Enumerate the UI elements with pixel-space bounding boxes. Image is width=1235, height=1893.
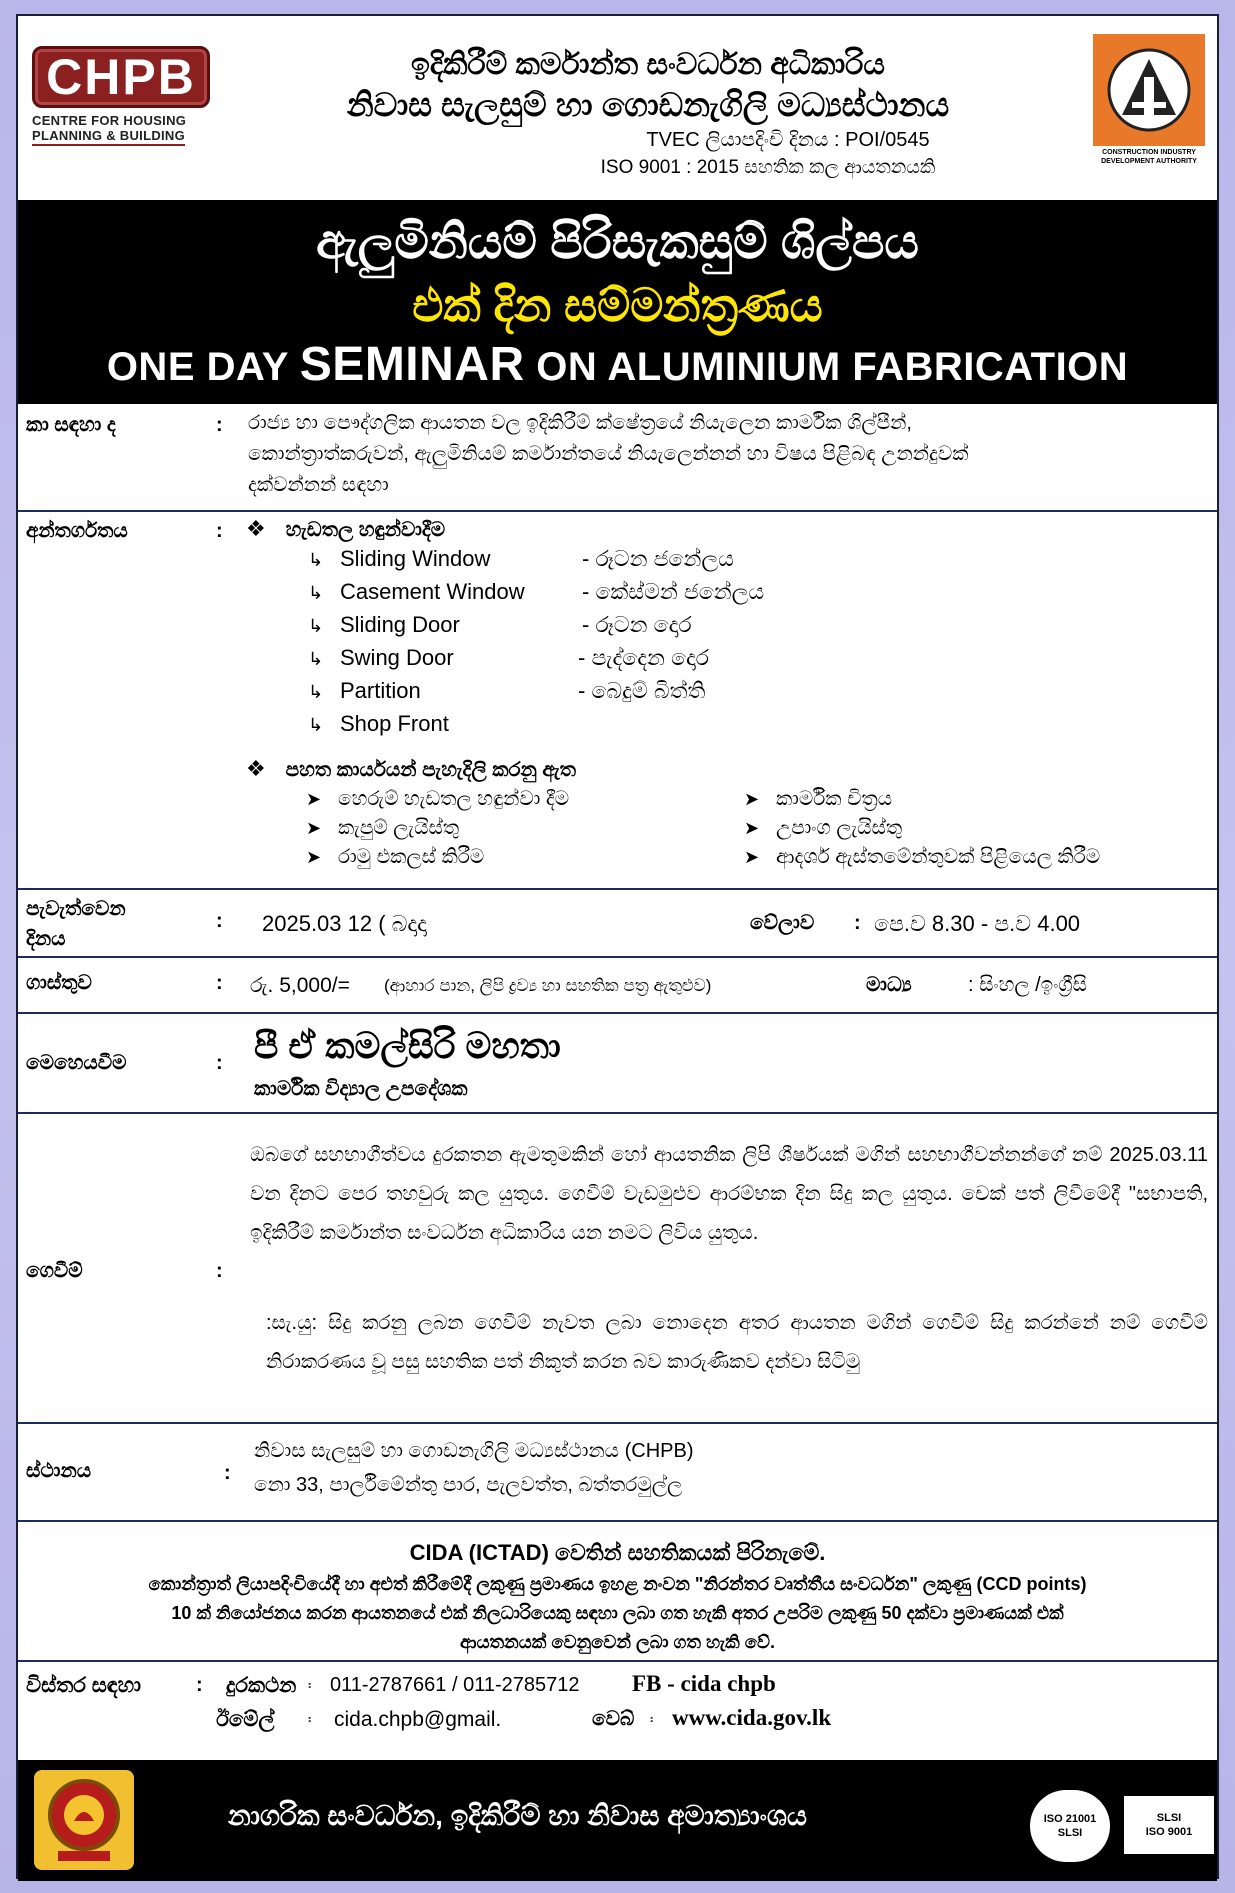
cert1-sub: SLSI bbox=[1057, 1827, 1083, 1839]
list-item bbox=[308, 579, 525, 605]
cert2-sub: ISO 9001 bbox=[1145, 1826, 1193, 1838]
item-si: - රූටන ජනේලය bbox=[582, 546, 734, 571]
date-value: 2025.03 12 ( බදාදා bbox=[262, 911, 427, 936]
item-en: Partition bbox=[340, 678, 421, 703]
payment-paragraph-1: ඔබගේ සහභාගීත්වය දුරකතන ඇමතුමකින් හෝ ආයතනික ලිපි ශීර්ෂයක් මගින් සහභාගීවන්නන්ගේ නම් 2025.03.11 වන දිනට පෙර තහවුරු කල යුතුය. ගෙවීම් වැඩමුළුව ආරම්භක දින සිදු කල යුතුය. චෙක් පත් ලිවීමේදී "සභාපති, ඉදිකිරීම් කර්මාන්ත සංවර්ධන අධිකාරිය යන නමට ලිවිය යුතුය. bbox=[250, 1144, 1208, 1244]
audience-label: කා සඳහා ද bbox=[26, 414, 116, 436]
title-english-seminar: SEMINAR bbox=[299, 338, 525, 391]
arrow-icon: ↳ bbox=[308, 583, 324, 603]
payment-label: ගෙවීම් bbox=[26, 1260, 83, 1282]
task-item bbox=[306, 788, 569, 811]
arrow-icon: ↳ bbox=[308, 649, 324, 669]
iso-certification: ISO 9001 : 2015 සහතික කල ආයතනයකි bbox=[600, 157, 936, 178]
chpb-logo-text: CHPB bbox=[32, 46, 210, 108]
date-label-2: දිනය bbox=[26, 928, 66, 950]
time-colon: : bbox=[854, 912, 861, 934]
chpb-logo-sub-2: PLANNING & BUILDING bbox=[32, 128, 185, 146]
task-item bbox=[744, 817, 902, 840]
list-item bbox=[308, 678, 421, 704]
instructor-title: කාර්මික විද්‍යාල උපදේශක bbox=[254, 1078, 468, 1100]
arrow-icon: ↳ bbox=[308, 682, 324, 702]
centre-name: නිවාස සැලසුම් හා ගොඩනැගිලි මධ්‍යස්ථානය bbox=[346, 86, 950, 123]
task-item bbox=[306, 846, 484, 869]
header bbox=[18, 16, 1217, 198]
arrow-icon: ↳ bbox=[308, 550, 324, 570]
item-en: Casement Window bbox=[340, 579, 525, 604]
email-link[interactable]: cida.chpb@gmail. bbox=[334, 1708, 502, 1731]
fee-amount: රු. 5,000/= bbox=[250, 974, 350, 997]
list-item bbox=[308, 645, 454, 671]
cida-logo bbox=[1093, 34, 1205, 170]
venue-label: ස්ථානය bbox=[26, 1460, 92, 1482]
item-si: - බෙදුම් බිත්ති bbox=[578, 678, 706, 703]
payment-row bbox=[18, 1114, 1217, 1424]
task-text: ආදර්ශ ඇස්තමේන්තුවක් පිළියෙල කිරීම bbox=[776, 846, 1101, 868]
contact-colon: : bbox=[196, 1674, 203, 1696]
email-label: ඊමේල් bbox=[216, 1708, 275, 1731]
list-item bbox=[308, 711, 449, 737]
web-separator: ፡ bbox=[650, 1711, 654, 1727]
arrow-icon: ↳ bbox=[308, 616, 324, 636]
title-band bbox=[18, 200, 1217, 404]
cida-logo-text: CONSTRUCTION INDUSTRY DEVELOPMENT AUTHORITY bbox=[1101, 149, 1197, 165]
cida-notice bbox=[18, 1524, 1217, 1662]
task-item bbox=[744, 788, 892, 811]
title-english bbox=[18, 334, 1217, 398]
medium-value: : සිංහල /ඉංග්‍රීසි bbox=[968, 974, 1087, 996]
audience-row bbox=[18, 404, 1217, 512]
venue-line-1: නිවාස සැලසුම් හා ගොඩනැගිලි මධ්‍යස්ථානය (CHPB) bbox=[254, 1440, 694, 1462]
arrowhead-icon: ➤ bbox=[744, 789, 760, 809]
instructor-name: පී ඒ කමල්සිරි මහතා bbox=[254, 1025, 561, 1066]
payment-paragraph-2: :සැ.යු: සිදු කරනු ලබන ගෙවීම් නැවත ලබා නොදෙන අතර ආයතන මගින් ගෙවීම් සිදු කරන්නේ නම් ගෙවීම් නිරාකරණය වූ පසු සහතික පත් නිකුත් කරන බව කාරුණිකව දන්වා සිටිමු bbox=[266, 1312, 1208, 1373]
task-text: රාමු එකලස් කිරීම bbox=[338, 846, 485, 868]
date-row bbox=[18, 890, 1217, 958]
arrowhead-icon: ➤ bbox=[306, 818, 322, 838]
content-label: අන්තර්ගතය bbox=[26, 520, 128, 542]
instructor-row bbox=[18, 1014, 1217, 1114]
list-item bbox=[308, 546, 490, 572]
iso-21001-badge-icon bbox=[1030, 1790, 1110, 1862]
authority-name: ඉදිකිරීම් කර්මාන්ත සංවර්ධන අධිකාරිය bbox=[411, 48, 885, 81]
medium-label: මාධ්‍ය bbox=[866, 974, 912, 996]
task-item bbox=[744, 846, 1100, 869]
phone-label: දුරකථන bbox=[226, 1674, 297, 1697]
fee-note: (ආහාර පාන, ලිපි ද්‍රව්‍ය හා සහතික පත්‍ර ඇතුළුව) bbox=[384, 976, 712, 995]
title-sinhala-2: එක් දින සම්මන්ත්‍රණය bbox=[412, 279, 823, 331]
footer bbox=[18, 1760, 1217, 1881]
chpb-logo-sub-1: CENTRE FOR HOUSING bbox=[32, 113, 187, 128]
title-english-suffix: ON ALUMINIUM FABRICATION bbox=[524, 345, 1129, 389]
time-label: වේලාව bbox=[750, 912, 815, 934]
venue-line-2: නො 33, පාර්ලිමේන්තු පාර, පැලවත්ත, බත්තරමුල්ල bbox=[254, 1474, 683, 1496]
item-si: - පැද්දෙන දොර bbox=[578, 645, 710, 670]
content-heading-1: හැඩතල හඳුන්වාදීම bbox=[285, 519, 446, 541]
notice-line-2: 10 ක් නියෝජනය කරන ආයතනයේ එක් නිලධාරියෙකු සඳහා ලබා ගත හැකි අතර උපරිම ලකුණු 50 දක්වා ප්‍රමාණයක් එක් bbox=[171, 1603, 1064, 1623]
item-en: Swing Door bbox=[340, 645, 454, 670]
slsi-iso-9001-badge-icon bbox=[1124, 1796, 1214, 1854]
instructor-label: මෙහෙයවීම bbox=[26, 1052, 127, 1074]
item-en: Sliding Door bbox=[340, 612, 460, 637]
cida-logo-icon bbox=[1106, 47, 1192, 133]
task-text: කාර්මික චිත්‍රය bbox=[776, 788, 893, 810]
flyer bbox=[16, 14, 1219, 1879]
audience-line-1: රාජ්‍ය හා පෞද්ගලික ආයතන වල ඉදිකිරීම් ක්ෂේත්‍රයේ නියැලෙන කාර්මික ශිල්පීන්, bbox=[248, 412, 912, 434]
arrowhead-icon: ➤ bbox=[744, 847, 760, 867]
content-colon: : bbox=[216, 520, 223, 542]
content-row bbox=[18, 512, 1217, 890]
diamond-bullet-icon: ❖ bbox=[246, 516, 266, 541]
audience-colon: : bbox=[216, 414, 223, 436]
arrow-icon: ↳ bbox=[308, 715, 324, 735]
item-si: - රූටන දොර bbox=[582, 612, 692, 637]
audience-line-2: කොන්ත්‍රාත්කරුවන්, ඇලුමිනියම් කර්මාන්තයේ නියැලෙන්නන් හා විෂය පිළිබඳ උනන්දුවක් bbox=[248, 443, 969, 465]
task-text: උපාංග ලැයිස්තු bbox=[776, 817, 903, 839]
list-item bbox=[308, 612, 460, 638]
time-value: පෙ.ව 8.30 - ප.ව 4.00 bbox=[874, 911, 1081, 936]
email-separator: ፡ bbox=[308, 1711, 312, 1727]
phone-separator: ፡ bbox=[308, 1677, 312, 1693]
tvec-registration: TVEC ලියාපදිංචි දිනය : POI/0545 bbox=[646, 129, 930, 151]
payment-colon: : bbox=[216, 1260, 223, 1282]
cert1-label: ISO 21001 bbox=[1043, 1813, 1097, 1825]
title-english-prefix: ONE DAY bbox=[106, 345, 300, 389]
item-en: Sliding Window bbox=[340, 546, 491, 571]
venue-row bbox=[18, 1424, 1217, 1522]
web-label: වෙබ් bbox=[592, 1708, 635, 1730]
notice-title: CIDA (ICTAD) වෙතින් සහතිකයක් පිරිනැමේ. bbox=[409, 1540, 826, 1565]
task-text: කැපුම් ලැයිස්තු bbox=[338, 817, 460, 839]
chpb-logo bbox=[32, 46, 228, 156]
instructor-colon: : bbox=[216, 1052, 223, 1074]
arrowhead-icon: ➤ bbox=[306, 847, 322, 867]
arrowhead-icon: ➤ bbox=[744, 818, 760, 838]
task-item bbox=[306, 817, 459, 840]
fee-label: ගාස්තුව bbox=[26, 972, 92, 994]
audience-line-3: දක්වන්නන් සඳහා bbox=[248, 474, 389, 496]
venue-colon: : bbox=[224, 1462, 231, 1484]
fee-row bbox=[18, 958, 1217, 1014]
diamond-bullet-icon: ❖ bbox=[246, 756, 266, 781]
facebook-link[interactable]: FB - cida chpb bbox=[632, 1671, 776, 1696]
item-si: - කේස්මන් ජනේලය bbox=[582, 579, 765, 604]
date-colon: : bbox=[216, 910, 223, 932]
ministry-name: නාගරික සංවර්ධන, ඉදිකිරීම් හා නිවාස අමාත්‍යාංශය bbox=[228, 1800, 807, 1831]
phone-value: 011-2787661 / 011-2785712 bbox=[330, 1674, 580, 1696]
contact-label: විස්තර සඳහා bbox=[26, 1674, 142, 1697]
task-text: හෙරුම් හැඩතල හඳුන්වා දීම bbox=[338, 788, 570, 810]
arrowhead-icon: ➤ bbox=[306, 789, 322, 809]
notice-line-1: කොන්ත්‍රාත් ලියාපදිංචියේදී හා අළුත් කිරීමේදී ලකුණු ප්‍රමාණය ඉහළ නංවන "නිරන්තර වෘත්තීය සංවර්ධන" ලකුණු (CCD points) bbox=[148, 1574, 1087, 1594]
contact-section bbox=[18, 1664, 1217, 1756]
content-heading-2: පහත කාර්යයන් පැහැදිලි කරනු ඇත bbox=[285, 759, 576, 781]
sri-lanka-emblem-icon bbox=[34, 1770, 134, 1870]
notice-line-3: ආයතනයක් වෙනුවෙන් ලබා ගත හැකි වේ. bbox=[460, 1632, 775, 1652]
title-sinhala-1: ඇලුමිනියම් පිරිසැකසුම් ශිල්පය bbox=[316, 216, 919, 269]
website-link[interactable]: www.cida.gov.lk bbox=[672, 1705, 832, 1730]
fee-colon: : bbox=[216, 972, 223, 994]
item-en: Shop Front bbox=[340, 711, 449, 736]
date-label-1: පැවැත්වෙන bbox=[26, 898, 126, 920]
cert2-label: SLSI bbox=[1156, 1812, 1182, 1824]
